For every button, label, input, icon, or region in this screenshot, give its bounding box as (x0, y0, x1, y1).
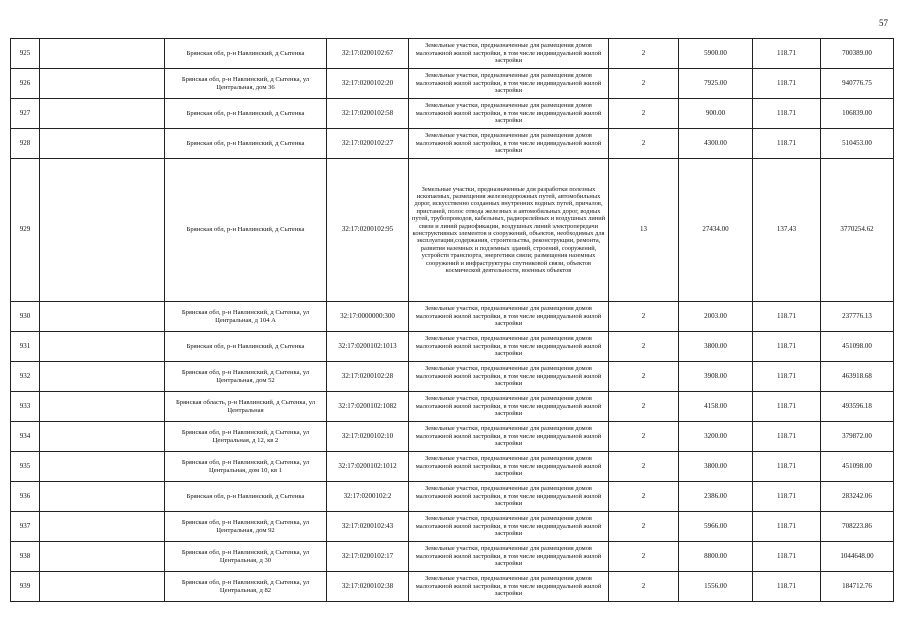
empty-cell (40, 99, 165, 129)
land-purpose: Земельные участки, предназначенные для размещения домов малоэтажной жилой застройки, в том числе индивидуальной жилой застройки (409, 422, 609, 452)
zone-number: 2 (609, 542, 679, 572)
table-row (11, 392, 894, 422)
row-number: 925 (11, 39, 40, 69)
empty-cell (40, 392, 165, 422)
cadastral-number: 32:17:0200102:58 (327, 99, 409, 129)
row-number: 933 (11, 392, 40, 422)
land-purpose: Земельные участки, предназначенные для размещения домов малоэтажной жилой застройки, в том числе индивидуальной жилой застройки (409, 39, 609, 69)
address-cell: Брянская обл, р-н Навлинский, д Сытенка, ул Центральная, д 82 (165, 572, 327, 602)
empty-cell (40, 159, 165, 302)
land-purpose: Земельные участки, предназначенные для размещения домов малоэтажной жилой застройки, в том числе индивидуальной жилой застройки (409, 542, 609, 572)
area-value: 8800.00 (679, 542, 753, 572)
empty-cell (40, 452, 165, 482)
row-number: 929 (11, 159, 40, 302)
cadastral-value: 451098.00 (821, 332, 894, 362)
cadastral-number: 32:17:0200102:10 (327, 422, 409, 452)
address-cell: Брянская обл, р-н Навлинский, д Сытенка (165, 39, 327, 69)
cadastral-number: 32:17:0000000:300 (327, 302, 409, 332)
area-value: 3800.00 (679, 332, 753, 362)
row-number: 938 (11, 542, 40, 572)
land-purpose: Земельные участки, предназначенные для размещения домов малоэтажной жилой застройки, в том числе индивидуальной жилой застройки (409, 512, 609, 542)
empty-cell (40, 332, 165, 362)
address-cell: Брянская обл, р-н Навлинский, д Сытенка, ул Центральная, дом 52 (165, 362, 327, 392)
table-row (11, 542, 894, 572)
cadastral-number: 32:17:0200102:27 (327, 129, 409, 159)
empty-cell (40, 69, 165, 99)
land-valuation-table (10, 38, 894, 602)
zone-number: 2 (609, 482, 679, 512)
zone-number: 2 (609, 332, 679, 362)
zone-number: 2 (609, 69, 679, 99)
cadastral-number: 32:17:0200102:17 (327, 542, 409, 572)
rate-value: 118.71 (753, 482, 821, 512)
rate-value: 118.71 (753, 362, 821, 392)
table-row (11, 99, 894, 129)
row-number: 936 (11, 482, 40, 512)
land-purpose: Земельные участки, предназначенные для размещения домов малоэтажной жилой застройки, в том числе индивидуальной жилой застройки (409, 302, 609, 332)
row-number: 939 (11, 572, 40, 602)
cadastral-number: 32:17:0200102:1013 (327, 332, 409, 362)
rate-value: 118.71 (753, 392, 821, 422)
zone-number: 2 (609, 39, 679, 69)
cadastral-value: 451098.00 (821, 452, 894, 482)
cadastral-number: 32:17:0200102:20 (327, 69, 409, 99)
cadastral-number: 32:17:0200102:1012 (327, 452, 409, 482)
rate-value: 118.71 (753, 302, 821, 332)
cadastral-value: 510453.00 (821, 129, 894, 159)
cadastral-value: 463918.68 (821, 362, 894, 392)
area-value: 4300.00 (679, 129, 753, 159)
cadastral-number: 32:17:0200102:95 (327, 159, 409, 302)
rate-value: 118.71 (753, 332, 821, 362)
table-row (11, 129, 894, 159)
empty-cell (40, 572, 165, 602)
table-row (11, 422, 894, 452)
area-value: 5900.00 (679, 39, 753, 69)
empty-cell (40, 39, 165, 69)
row-number: 928 (11, 129, 40, 159)
cadastral-value: 3770254.62 (821, 159, 894, 302)
area-value: 4158.00 (679, 392, 753, 422)
row-number: 934 (11, 422, 40, 452)
land-purpose: Земельные участки, предназначенные для размещения домов малоэтажной жилой застройки, в том числе индивидуальной жилой застройки (409, 99, 609, 129)
cadastral-value: 283242.06 (821, 482, 894, 512)
address-cell: Брянская обл, р-н Навлинский, д Сытенка (165, 332, 327, 362)
rate-value: 118.71 (753, 452, 821, 482)
area-value: 2386.00 (679, 482, 753, 512)
table-row (11, 572, 894, 602)
table-row (11, 512, 894, 542)
cadastral-value: 493596.18 (821, 392, 894, 422)
address-cell: Брянская обл, р-н Навлинский, д Сытенка, ул Центральная, дом 36 (165, 69, 327, 99)
zone-number: 2 (609, 99, 679, 129)
address-cell: Брянская обл, р-н Навлинский, д Сытенка, ул Центральная, дом 10, кв 1 (165, 452, 327, 482)
address-cell: Брянская обл, р-н Навлинский, д Сытенка, ул Центральная, д 104 А (165, 302, 327, 332)
cadastral-number: 32:17:0200102:67 (327, 39, 409, 69)
row-number: 932 (11, 362, 40, 392)
table-row (11, 482, 894, 512)
zone-number: 2 (609, 129, 679, 159)
cadastral-value: 379872.00 (821, 422, 894, 452)
cadastral-value: 106839.00 (821, 99, 894, 129)
land-purpose: Земельные участки, предназначенные для размещения домов малоэтажной жилой застройки, в том числе индивидуальной жилой застройки (409, 392, 609, 422)
area-value: 1556.00 (679, 572, 753, 602)
zone-number: 2 (609, 392, 679, 422)
land-purpose: Земельные участки, предназначенные для размещения домов малоэтажной жилой застройки, в том числе индивидуальной жилой застройки (409, 452, 609, 482)
land-purpose: Земельные участки, предназначенные для размещения домов малоэтажной жилой застройки, в том числе индивидуальной жилой застройки (409, 332, 609, 362)
rate-value: 118.71 (753, 422, 821, 452)
cadastral-number: 32:17:0200102:1082 (327, 392, 409, 422)
table-row (11, 159, 894, 302)
land-purpose: Земельные участки, предназначенные для размещения домов малоэтажной жилой застройки, в том числе индивидуальной жилой застройки (409, 362, 609, 392)
zone-number: 2 (609, 572, 679, 602)
rate-value: 118.71 (753, 512, 821, 542)
cadastral-value: 237776.13 (821, 302, 894, 332)
address-cell: Брянская обл, р-н Навлинский, д Сытенка (165, 482, 327, 512)
area-value: 2003.00 (679, 302, 753, 332)
land-purpose: Земельные участки, предназначенные для размещения домов малоэтажной жилой застройки, в том числе индивидуальной жилой застройки (409, 482, 609, 512)
table-row (11, 302, 894, 332)
cadastral-number: 32:17:0200102:2 (327, 482, 409, 512)
land-purpose: Земельные участки, предназначенные для размещения домов малоэтажной жилой застройки, в том числе индивидуальной жилой застройки (409, 572, 609, 602)
cadastral-value: 708223.86 (821, 512, 894, 542)
empty-cell (40, 542, 165, 572)
cadastral-value: 184712.76 (821, 572, 894, 602)
zone-number: 2 (609, 302, 679, 332)
empty-cell (40, 362, 165, 392)
empty-cell (40, 422, 165, 452)
rate-value: 118.71 (753, 572, 821, 602)
area-value: 3908.00 (679, 362, 753, 392)
cadastral-value: 940776.75 (821, 69, 894, 99)
empty-cell (40, 512, 165, 542)
row-number: 937 (11, 512, 40, 542)
empty-cell (40, 482, 165, 512)
row-number: 935 (11, 452, 40, 482)
land-purpose: Земельные участки, предназначенные для разработки полезных ископаемых, размещения железнодорожных путей, автомобильных дорог, искусственно созданных внутренних водных путей, причалов, пристаней, полос отвода железных и автомобильных дорог, водных путей, трубопроводов, кабельных, радиорелейных и воздушных линий связи и линий радиофикации, воздушных линий электропередачи конструктивных элементов и сооружений, объектов, необходимых для эксплуатации,содержания, строительства, реконструкции, ремонта, развития наземных и подземных зданий, строений, сооружений, устройств транспорта, энергетики связи; размещения наземных сооружений и инфраструктуры спутниковой связи, объектов космической деятельности, военных объектов (409, 159, 609, 302)
table-row (11, 452, 894, 482)
rate-value: 118.71 (753, 542, 821, 572)
cadastral-number: 32:17:0200102:28 (327, 362, 409, 392)
rate-value: 118.71 (753, 99, 821, 129)
table-row (11, 362, 894, 392)
row-number: 926 (11, 69, 40, 99)
address-cell: Брянская обл, р-н Навлинский, д Сытенка, ул Центральная, д 12, кв 2 (165, 422, 327, 452)
cadastral-value: 700389.00 (821, 39, 894, 69)
zone-number: 2 (609, 362, 679, 392)
area-value: 27434.00 (679, 159, 753, 302)
row-number: 931 (11, 332, 40, 362)
zone-number: 2 (609, 452, 679, 482)
zone-number: 2 (609, 512, 679, 542)
rate-value: 118.71 (753, 39, 821, 69)
address-cell: Брянская обл, р-н Навлинский, д Сытенка, ул Центральная, дом 92 (165, 512, 327, 542)
row-number: 927 (11, 99, 40, 129)
zone-number: 13 (609, 159, 679, 302)
empty-cell (40, 129, 165, 159)
empty-cell (40, 302, 165, 332)
cadastral-value: 1044648.00 (821, 542, 894, 572)
area-value: 3800.00 (679, 452, 753, 482)
area-value: 5966.00 (679, 512, 753, 542)
zone-number: 2 (609, 422, 679, 452)
land-purpose: Земельные участки, предназначенные для размещения домов малоэтажной жилой застройки, в том числе индивидуальной жилой застройки (409, 69, 609, 99)
area-value: 3200.00 (679, 422, 753, 452)
table-row (11, 69, 894, 99)
area-value: 900.00 (679, 99, 753, 129)
area-value: 7925.00 (679, 69, 753, 99)
row-number: 930 (11, 302, 40, 332)
table-row (11, 39, 894, 69)
rate-value: 118.71 (753, 129, 821, 159)
table-row (11, 332, 894, 362)
address-cell: Брянская обл, р-н Навлинский, д Сытенка, ул Центральная, д 30 (165, 542, 327, 572)
cadastral-number: 32:17:0200102:43 (327, 512, 409, 542)
rate-value: 118.71 (753, 69, 821, 99)
page-number: 57 (879, 18, 888, 28)
address-cell: Брянская область, р-н Навлинский, д Сытенка, ул Центральная (165, 392, 327, 422)
address-cell: Брянская обл, р-н Навлинский, д Сытенка (165, 159, 327, 302)
land-purpose: Земельные участки, предназначенные для размещения домов малоэтажной жилой застройки, в том числе индивидуальной жилой застройки (409, 129, 609, 159)
cadastral-number: 32:17:0200102:38 (327, 572, 409, 602)
address-cell: Брянская обл, р-н Навлинский, д Сытенка (165, 99, 327, 129)
address-cell: Брянская обл, р-н Навлинский, д Сытенка (165, 129, 327, 159)
rate-value: 137.43 (753, 159, 821, 302)
